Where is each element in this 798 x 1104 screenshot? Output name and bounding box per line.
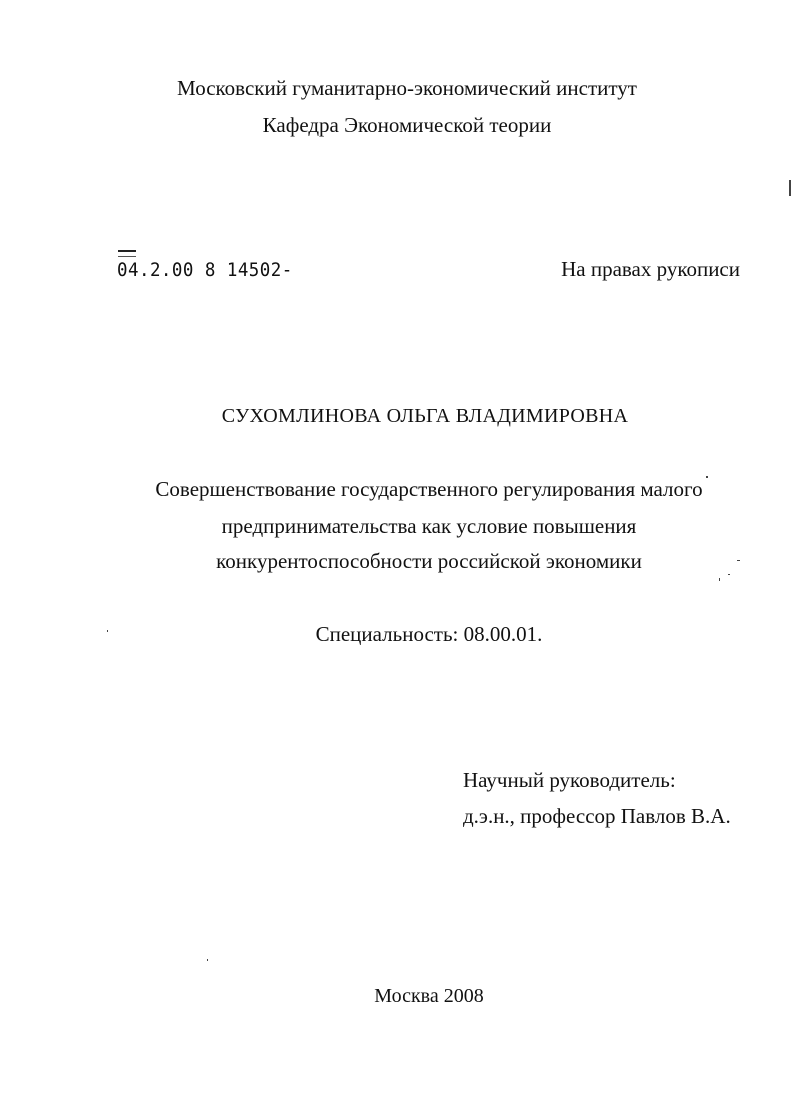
thesis-title-line: предпринимательства как условие повышения (221, 514, 637, 538)
scan-speck (719, 578, 720, 581)
institute-name: Московский гуманитарно-экономический институт (177, 76, 637, 100)
manuscript-rights-note: На правах рукописи (561, 257, 740, 281)
supervisor-name: д.э.н., профессор Павлов В.А. (463, 804, 731, 828)
author-name: СУХОМЛИНОВА ОЛЬГА ВЛАДИМИРОВНА (221, 405, 629, 427)
thesis-title-line: конкурентоспособности российской экономики (216, 549, 642, 573)
registration-stamp-number: 04.2.00 8 14502- (117, 259, 293, 281)
department-name: Кафедра Экономической теории (262, 113, 552, 137)
scan-speck (706, 476, 708, 478)
scan-speck (207, 959, 208, 961)
thesis-title-line: Совершенствование государственного регулирования малого (155, 477, 703, 501)
scan-speck (789, 180, 791, 196)
specialty-code: Специальность: 08.00.01. (315, 622, 543, 646)
scan-speck (107, 630, 108, 632)
stamp-mark (118, 250, 136, 257)
scan-speck (737, 560, 740, 561)
supervisor-label: Научный руководитель: (463, 768, 676, 792)
scan-speck (728, 574, 730, 575)
city-year: Москва 2008 (374, 985, 484, 1007)
